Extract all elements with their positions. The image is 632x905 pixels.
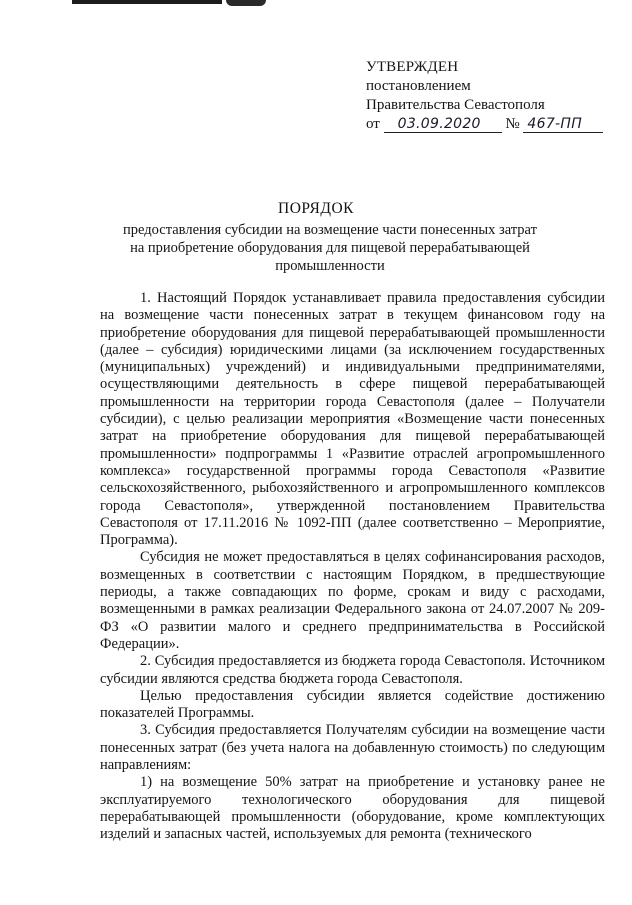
document-subtitle: предоставления субсидии на возмещение части понесенных затрат на приобретение оборудования для пищевой перерабатывающей промышленности: [123, 222, 537, 274]
paragraph: 2. Субсидия предоставляется из бюджета города Севастополя. Источником субсидии являются средства бюджета города Севастополя.: [100, 653, 605, 687]
paragraph: Целью предоставления субсидии является содействие достижению показателей Программы.: [100, 687, 605, 722]
number-prefix: №: [505, 116, 520, 132]
document-body: [100, 290, 605, 844]
scan-stamp-fragment: [226, 0, 266, 6]
number-field: [523, 117, 603, 133]
handwritten-date: 03.09.2020: [397, 116, 481, 132]
approval-block: [366, 58, 616, 134]
approval-title: УТВЕРЖДЕН: [366, 59, 459, 75]
approval-line-2: Правительства Севастополя: [366, 97, 545, 113]
paragraph: Субсидия не может предоставляться в целях софинансирования расходов, возмещенных в соответствии с настоящим Порядком, в предшествующие периоды, а также совпадающих по форме, срокам и виду с расходами, возмещенными в рамках реализации Федерального закона от 24.07.2007 № 209-ФЗ «О развитии малого и среднего предпринимательства в Российской Федерации».: [100, 549, 605, 652]
paragraph: 1. Настоящий Порядок устанавливает правила предоставления субсидии на возмещение части понесенных затрат в текущем финансовом году на приобретение оборудования для пищевой перерабатывающей промышленности (далее – субсидия) юридическими лицами (за исключением государственных (муниципальных) учреждений) и индивидуальными предпринимателями, осуществляющими деятельность в сфере пищевой перерабатывающей промышленности на территории города Севастополя (далее – Получатели субсидии), с целью реализации мероприятия «Возмещение части понесенных затрат на приобретение оборудования для пищевой перерабатывающей промышленности» подпрограммы 1 «Развитие отраслей агропромышленного комплекса» государственной программы города Севастополя «Развитие сельскохозяйственного, рыбохозяйственного и агропромышленного комплексов города Севастополя», утвержденной постановлением Правительства Севастополя от 17.11.2016 № 1092-ПП (далее соответственно – Мероприятие, Программа).: [100, 290, 605, 549]
scan-edge-mark: [72, 0, 222, 4]
handwritten-number: 467-ПП: [527, 116, 583, 132]
document-title: ПОРЯДОК: [278, 200, 354, 217]
paragraph: 1) на возмещение 50% затрат на приобретение и установку ранее не эксплуатируемого технологического оборудования для пищевой перерабатывающей промышленности (оборудование, кроме комплектующих изделий и запасных частей, используемых для ремонта (технического: [100, 774, 605, 843]
date-prefix: от: [366, 116, 380, 132]
approval-date-row: [366, 115, 616, 134]
approval-line-1: постановлением: [366, 78, 471, 94]
paragraph: 3. Субсидия предоставляется Получателям субсидии на возмещение части понесенных затрат (без учета налога на добавленную стоимость) по следующим направлениям:: [100, 722, 605, 774]
date-field: [384, 117, 502, 133]
